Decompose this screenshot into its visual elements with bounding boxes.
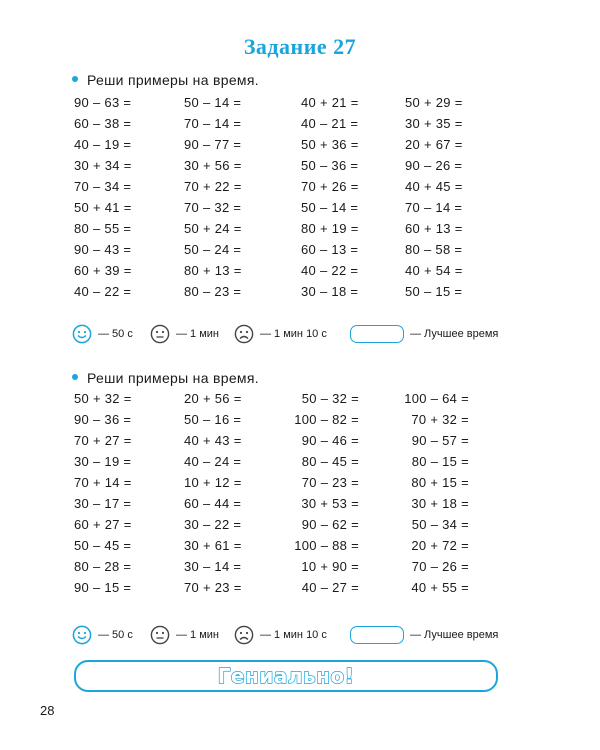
exercise-item: 40 + 45 = [405, 179, 463, 194]
exercise-item: 70 + 27 = [74, 433, 132, 448]
exercise-item: 50 – 32 = [301, 391, 359, 406]
instruction-text: Реши примеры на время. [87, 72, 259, 88]
best-time-box [350, 325, 404, 343]
exercise-item: 30 + 34 = [74, 158, 132, 173]
exercise-item: 60 + 27 = [74, 517, 132, 532]
exercise-item: 20 + 67 = [405, 137, 463, 152]
exercise-item: 90 – 43 = [74, 242, 132, 257]
task-title: Задание 27 [243, 34, 357, 59]
exercise-item: 30 – 19 = [74, 454, 132, 469]
exercise-item: 90 – 62 = [301, 517, 359, 532]
exercise-item: 60 – 44 = [184, 496, 242, 511]
happy-face-icon [72, 625, 92, 645]
exercise-item: 10 + 12 = [184, 475, 242, 490]
legend-best-label: — Лучшее время [410, 629, 499, 641]
exercise-item: 90 – 77 = [184, 137, 242, 152]
legend-happy [72, 624, 133, 646]
exercise-item: 30 – 22 = [184, 517, 242, 532]
exercise-item: 40 – 22 = [301, 263, 359, 278]
legend-neutral [150, 323, 219, 345]
exercise-item: 40 + 21 = [301, 95, 359, 110]
praise-text: Гениально! [217, 664, 355, 688]
legend-neutral-label: — 1 мин [176, 328, 220, 340]
page-number: 28 [40, 703, 55, 718]
legend-best-label: — Лучшее время [410, 328, 499, 340]
exercise-item: 40 + 43 = [184, 433, 242, 448]
exercise-item: 100 – 82 = [294, 412, 359, 427]
exercise-item: 10 + 90 = [301, 559, 359, 574]
legend-sad [234, 323, 327, 345]
exercise-item: 50 – 36 = [301, 158, 359, 173]
exercise-item: 50 + 41 = [74, 200, 132, 215]
instruction-2 [72, 370, 259, 386]
exercise-item: 30 + 18 = [411, 496, 469, 511]
exercise-item: 90 – 57 = [411, 433, 469, 448]
exercise-item: 50 – 16 = [184, 412, 242, 427]
exercise-item: 80 – 45 = [301, 454, 359, 469]
exercise-item: 30 + 53 = [301, 496, 359, 511]
legend-happy [72, 323, 133, 345]
instruction-text: Реши примеры на время. [87, 370, 259, 386]
exercise-item: 70 + 14 = [74, 475, 132, 490]
exercise-item: 90 – 15 = [74, 580, 132, 595]
sad-face-icon [234, 625, 254, 645]
exercise-item: 70 + 32 = [411, 412, 469, 427]
exercise-item: 20 + 56 = [184, 391, 242, 406]
exercise-item: 30 + 61 = [184, 538, 242, 553]
legend-neutral [150, 624, 219, 646]
exercise-item: 50 – 24 = [184, 242, 242, 257]
exercise-item: 50 – 15 = [405, 284, 463, 299]
exercise-item: 80 – 23 = [184, 284, 242, 299]
exercise-item: 70 + 26 = [301, 179, 359, 194]
legend-sad-label: — 1 мин 10 с [260, 629, 327, 641]
exercise-item: 50 – 45 = [74, 538, 132, 553]
exercise-item: 70 – 26 = [411, 559, 469, 574]
exercise-item: 70 – 32 = [184, 200, 242, 215]
exercise-item: 80 – 58 = [405, 242, 463, 257]
exercise-item: 40 – 22 = [74, 284, 132, 299]
exercise-item: 40 + 55 = [411, 580, 469, 595]
exercise-item: 100 – 64 = [404, 391, 469, 406]
exercise-item: 100 – 88 = [294, 538, 359, 553]
exercise-item: 70 – 14 = [405, 200, 463, 215]
exercise-item: 80 – 15 = [411, 454, 469, 469]
exercise-item: 50 – 14 = [301, 200, 359, 215]
legend-best [350, 624, 498, 646]
exercise-item: 80 + 19 = [301, 221, 359, 236]
exercise-item: 40 – 24 = [184, 454, 242, 469]
legend-neutral-label: — 1 мин [176, 629, 220, 641]
exercise-item: 30 + 35 = [405, 116, 463, 131]
exercise-item: 60 + 39 = [74, 263, 132, 278]
exercise-item: 50 – 34 = [411, 517, 469, 532]
exercise-item: 50 – 14 = [184, 95, 242, 110]
exercise-item: 90 – 46 = [301, 433, 359, 448]
legend-happy-label: — 50 с [98, 629, 133, 641]
exercise-item: 70 – 14 = [184, 116, 242, 131]
exercise-item: 50 + 29 = [405, 95, 463, 110]
best-time-box [350, 626, 404, 644]
legend-sad-label: — 1 мин 10 с [260, 328, 327, 340]
legend-happy-label: — 50 с [98, 328, 133, 340]
exercise-item: 20 + 72 = [411, 538, 469, 553]
exercise-item: 80 – 55 = [74, 221, 132, 236]
exercise-item: 50 + 24 = [184, 221, 242, 236]
exercise-item: 90 – 26 = [405, 158, 463, 173]
neutral-face-icon [150, 625, 170, 645]
exercise-item: 70 – 23 = [301, 475, 359, 490]
exercise-item: 60 – 38 = [74, 116, 132, 131]
exercise-item: 60 – 13 = [301, 242, 359, 257]
exercise-item: 40 – 19 = [74, 137, 132, 152]
exercise-item: 90 – 36 = [74, 412, 132, 427]
exercise-item: 80 + 15 = [411, 475, 469, 490]
exercise-item: 90 – 63 = [74, 95, 132, 110]
legend-sad [234, 624, 327, 646]
sad-face-icon [234, 324, 254, 344]
exercise-item: 80 – 28 = [74, 559, 132, 574]
praise-banner [74, 660, 498, 692]
exercise-item: 40 – 27 = [301, 580, 359, 595]
exercise-item: 70 – 34 = [74, 179, 132, 194]
exercise-item: 80 + 13 = [184, 263, 242, 278]
exercise-item: 30 + 56 = [184, 158, 242, 173]
instruction-1 [72, 72, 259, 88]
exercise-item: 40 + 54 = [405, 263, 463, 278]
bullet-icon [72, 374, 78, 380]
bullet-icon [72, 76, 78, 82]
exercise-item: 30 – 18 = [301, 284, 359, 299]
exercise-item: 70 + 22 = [184, 179, 242, 194]
exercise-item: 50 + 36 = [301, 137, 359, 152]
legend-best [350, 323, 498, 345]
exercise-item: 40 – 21 = [301, 116, 359, 131]
exercise-item: 30 – 17 = [74, 496, 132, 511]
exercise-item: 50 + 32 = [74, 391, 132, 406]
exercise-item: 70 + 23 = [184, 580, 242, 595]
exercise-item: 30 – 14 = [184, 559, 242, 574]
exercise-item: 60 + 13 = [405, 221, 463, 236]
happy-face-icon [72, 324, 92, 344]
neutral-face-icon [150, 324, 170, 344]
